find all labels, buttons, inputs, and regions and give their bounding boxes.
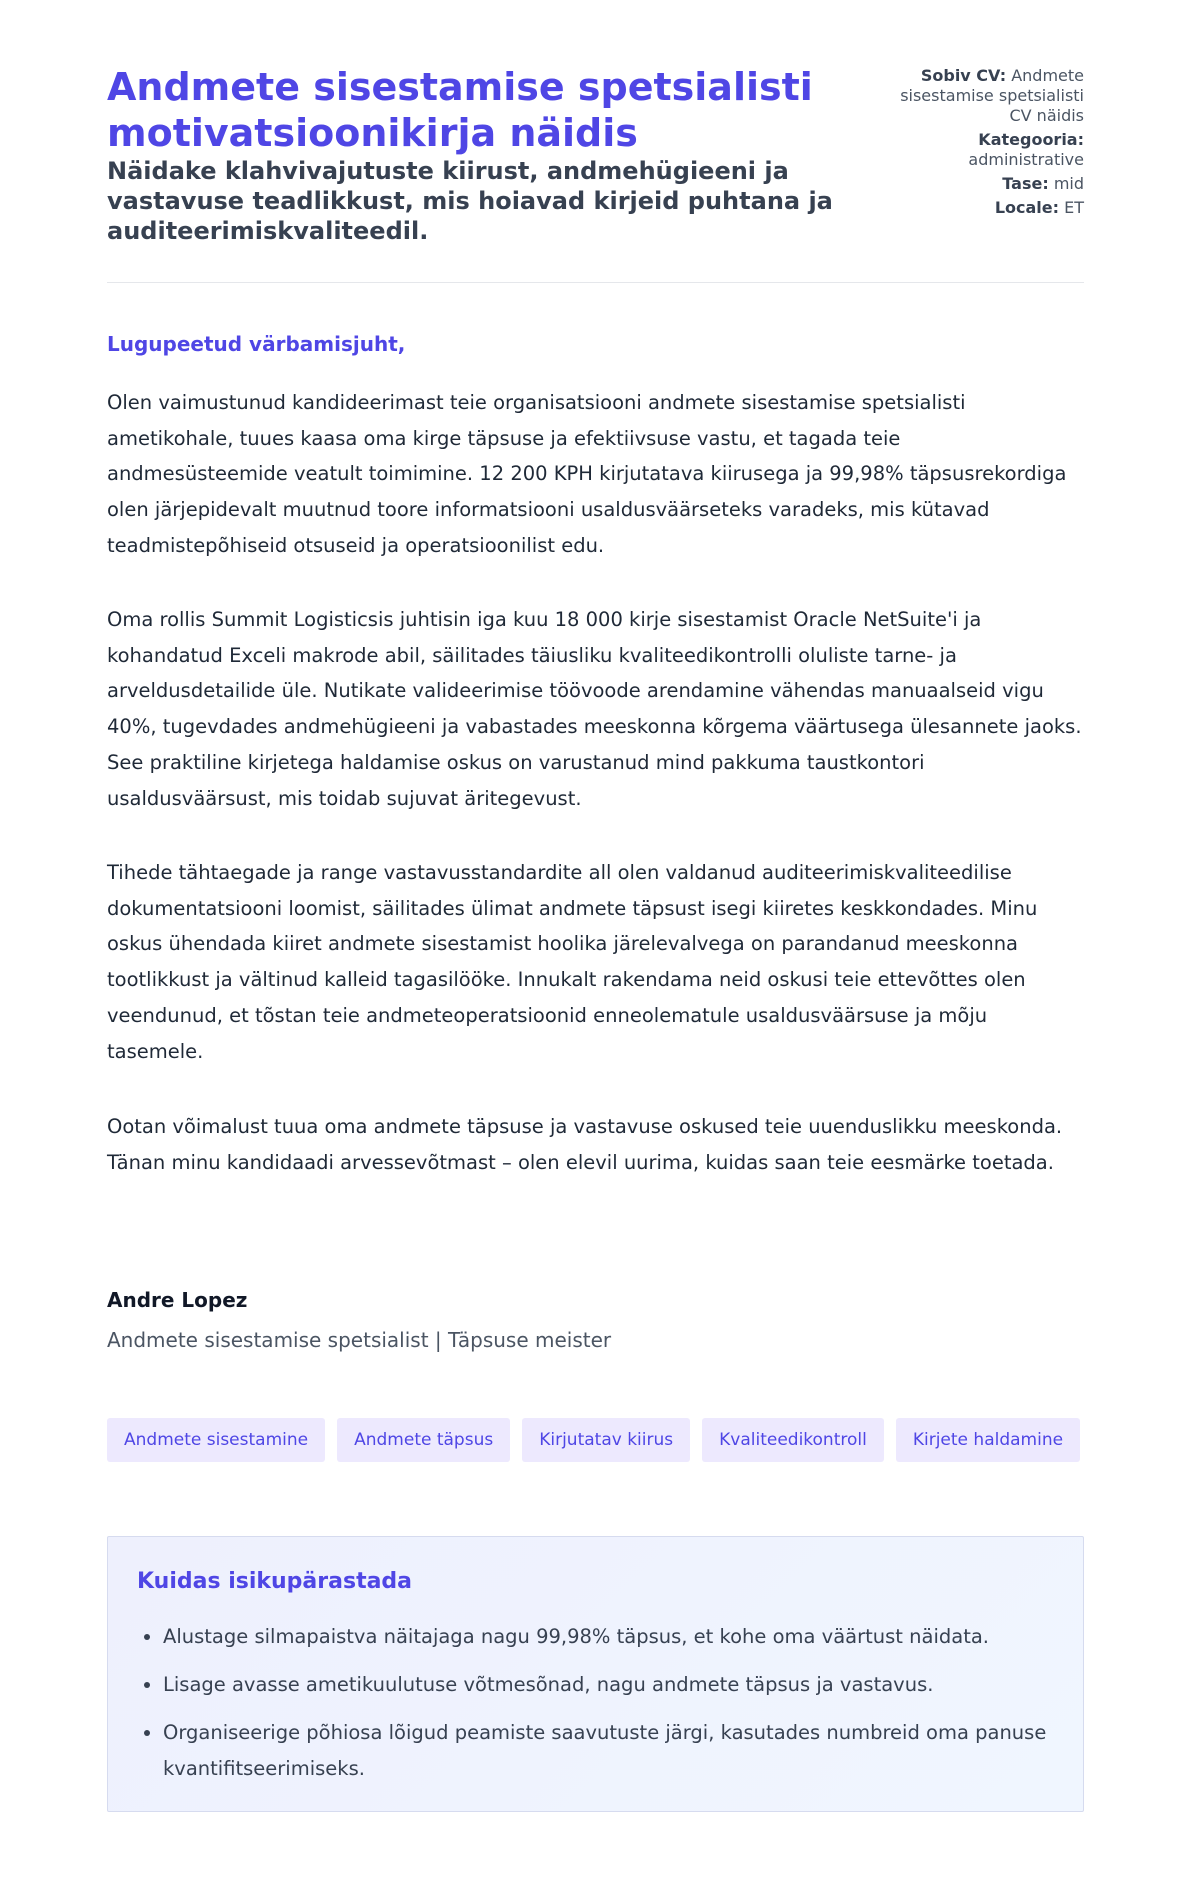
skill-tag: Andmete täpsus	[337, 1418, 510, 1462]
letter-paragraph: Oma rollis Summit Logisticsis juhtisin iga kuu 18 000 kirje sisestamist Oracle NetSuite'i ja kohandatud Exceli makrode abil, säilitades täiusliku kvaliteedikontrolli oluliste tarne- ja arveldusdetailide üle. Nutikate valideerimise töövoode arendamine vähendas manuaalseid vigu 40%, tugevdades andmehügieeni ja vabastades meeskonna kõrgema väärtusega ülesannete jaoks. See praktiline kirjetega haldamise oskus on varustanud mind pakkuma taustkontori usaldusväärsust, mis toidab sujuvat äritegevust.	[107, 608, 1082, 810]
meta-level: Tase: mid	[1002, 174, 1084, 193]
letter-paragraph: Tihede tähtaegade ja range vastavusstandardite all olen valdanud auditeerimiskvaliteedilise dokumentatsiooni loomist, säilitades ülimat andmete täpsust isegi kiiretes keskkondades. Minu oskus ühendada kiiret andmete sisestamist hoolika järelevalvega on parandanud meeskonna tootlikkust ja vältinud kalleid tagasilööke. Innukalt rakendama neid oskusi teie ettevõttes olen veendunud, et tõstan teie andmeteoperatsioonid enneolematule usaldusväärsuse ja mõju tasemele.	[107, 861, 1038, 1063]
page-header	[107, 0, 1084, 282]
meta-locale: Locale: ET	[994, 198, 1084, 217]
letter-paragraph: Ootan võimalust tuua oma andmete täpsuse ja vastavuse oskused teie uuenduslikku meeskonda. Tänan minu kandidaadi arvessevõtmast – olen elevil uurima, kuidas saan teie eesmärke toetada.	[107, 1115, 1063, 1174]
tips-list	[137, 1619, 1073, 1799]
signature-name: Andre Lopez	[107, 1288, 248, 1312]
letter-greeting: Lugupeetud värbamisjuht,	[107, 332, 406, 356]
signature-role: Andmete sisestamise spetsialist | Täpsuse meister	[107, 1328, 612, 1352]
tip-item: • Alustage silmapaistva näitajaga nagu 99,98% täpsus, et kohe oma väärtust näidata.	[163, 1619, 1073, 1655]
page-title: Andmete sisestamise spetsialisti motivatsioonikirja näidis	[107, 65, 813, 155]
tip-item: • Lisage avasse ametikuulutuse võtmesõnad, nagu andmete täpsus ja vastavus.	[163, 1667, 1073, 1703]
tip-item: • Organiseerige põhiosa lõigud peamiste saavutuste järgi, kasutades numbreid oma panuse kvantifitseerimiseks.	[163, 1715, 1073, 1787]
skill-tag: Kvaliteedikontroll	[702, 1418, 884, 1462]
skill-tag: Kirjutatav kiirus	[522, 1418, 690, 1462]
meta-info	[884, 66, 1084, 222]
cover-letter-page	[107, 0, 1084, 1780]
skill-tag: Andmete sisestamine	[107, 1418, 325, 1462]
header-divider	[107, 282, 1084, 283]
page-subtitle: Näidake klahvivajutuste kiirust, andmehügieeni ja vastavuse teadlikkust, mis hoiavad kirjeid puhtana ja auditeerimiskvaliteedil.	[107, 157, 833, 245]
tips-title: Kuidas isikupärastada	[137, 1569, 413, 1594]
skill-tag: Kirjete haldamine	[896, 1418, 1080, 1462]
meta-category: Kategooria: administrative	[968, 130, 1084, 169]
meta-suitable-cv: Sobiv CV: Andmete sisestamise spetsialisti CV näidis	[900, 66, 1084, 125]
tips-box	[107, 1536, 1084, 1812]
letter-paragraph: Olen vaimustunud kandideerimast teie organisatsiooni andmete sisestamise spetsialisti ametikohale, tuues kaasa oma kirge täpsuse ja efektiivsuse vastu, et tagada teie andmesüsteemide veatult toimimine. 12 200 KPH kirjutatava kiirusega ja 99,98% täpsusrekordiga olen järjepidevalt muutnud toore informatsiooni usaldusväärseteks varadeks, mis kütavad teadmistepõhiseid otsuseid ja operatsioonilist edu.	[107, 391, 1067, 557]
skill-tags	[107, 1418, 1080, 1462]
